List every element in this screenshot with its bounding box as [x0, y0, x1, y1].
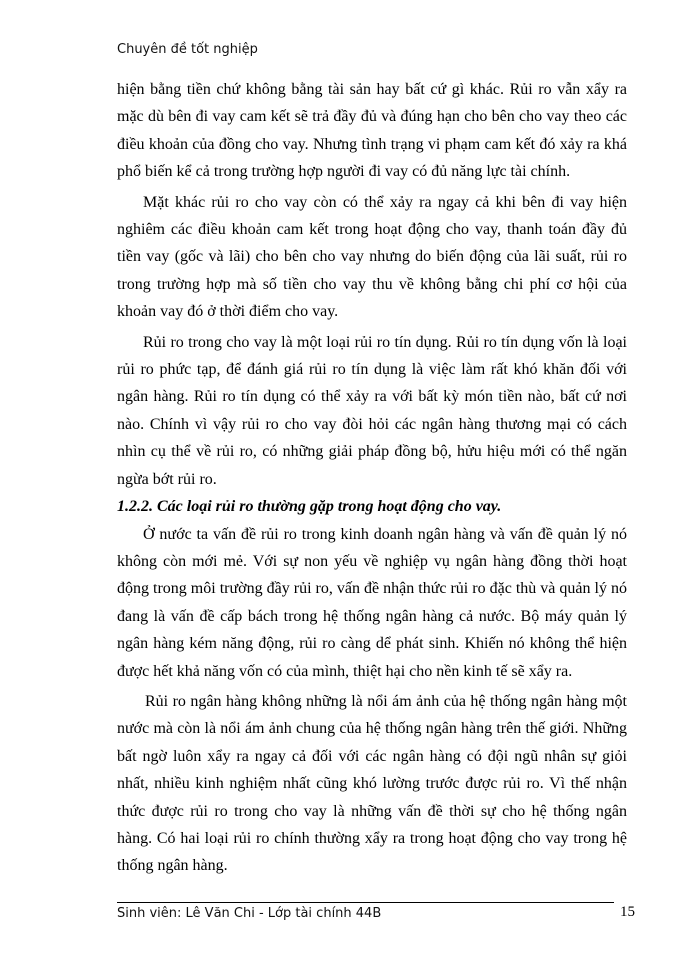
document-body	[117, 76, 627, 880]
page-header: Chuyên đề tốt nghiệp	[117, 42, 258, 57]
paragraph-continued: hiện bằng tiền chứ không bằng tài sản hay bất cứ gì khác. Rủi ro vẫn xẩy ra mặc dù bên đi vay cam kết sẽ trả đầy đủ và đúng hạn cho bên cho vay theo các điều khoản của đồng cho vay. Nhưng tình trạng vi phạm cam kết đó xảy ra khá phổ biến kể cả trong trường hợp người đi vay có đủ năng lực tài chính.	[117, 81, 627, 181]
section-heading: 1.2.2. Các loại rủi ro thường gặp trong hoạt động cho vay.	[117, 498, 502, 516]
footer-divider	[117, 902, 614, 903]
paragraph: Mặt khác rủi ro cho vay còn có thể xảy ra ngay cả khi bên đi vay hiện nghiêm các điều khoản cam kết trong hoạt động cho vay, thanh toán đầy đủ tiền vay (gốc và lãi) cho bên cho vay nhưng do biến động của lãi suất, rủi ro trong trường hợp mà số tiền cho vay thu về không bằng chi phí cơ hội của khoản vay đó ở thời điểm cho vay.	[117, 193, 627, 321]
footer-author: Sinh viên: Lê Văn Chi - Lớp tài chính 44B	[117, 906, 382, 921]
paragraph: Rủi ro ngân hàng không những là nổi ám ảnh của hệ thống ngân hàng một nước mà còn là nổi ám ảnh chung của hệ thống ngân hàng trên thế giới. Những bất ngờ luôn xẩy ra ngay cả đối với các ngân hàng có đội ngũ nhân sự giỏi nhất, nhiều kinh nghiệm nhất cũng khó lường trước được rủi ro. Vì thế nhận thức được rủi ro trong cho vay là những vấn đề thời sự cho hệ thống ngân hàng. Có hai loại rủi ro chính thường xẩy ra trong hoạt động cho vay trong hệ thống ngân hàng.	[117, 692, 627, 875]
paragraph: Ở nước ta vấn đề rủi ro trong kinh doanh ngân hàng và vấn đề quản lý nó không còn mới mẻ. Với sự non yếu về nghiệp vụ ngân hàng đồng thời hoạt động trong môi trường đầy rủi ro, vấn đề nhận thức rủi ro đặc thù và quản lý nó đang là vấn đề cấp bách trong hệ thống ngân hàng cả nước. Bộ máy quản lý ngân hàng kém năng động, rủi ro càng dể phát sinh. Khiến nó không thể hiện được hết khả năng vốn có của mình, thiệt hại cho nền kinh tế sẽ xẩy ra.	[117, 525, 627, 680]
paragraph: Rủi ro trong cho vay là một loại rủi ro tín dụng. Rủi ro tín dụng vốn là loại rủi ro phức tạp, để đánh giá rủi ro tín dụng là việc làm rất khó khăn đối với ngân hàng. Rủi ro tín dụng có thể xảy ra với bất kỳ món tiền nào, bất cứ nơi nào. Chính vì vậy rủi ro cho vay đòi hỏi các ngân hàng thương mại có cách nhìn cụ thể về rủi ro, có những giải pháp đồng bộ, hửu hiệu mới có thể ngăn ngừa bớt rủi ro.	[117, 333, 627, 488]
page-number: 15	[620, 904, 635, 920]
